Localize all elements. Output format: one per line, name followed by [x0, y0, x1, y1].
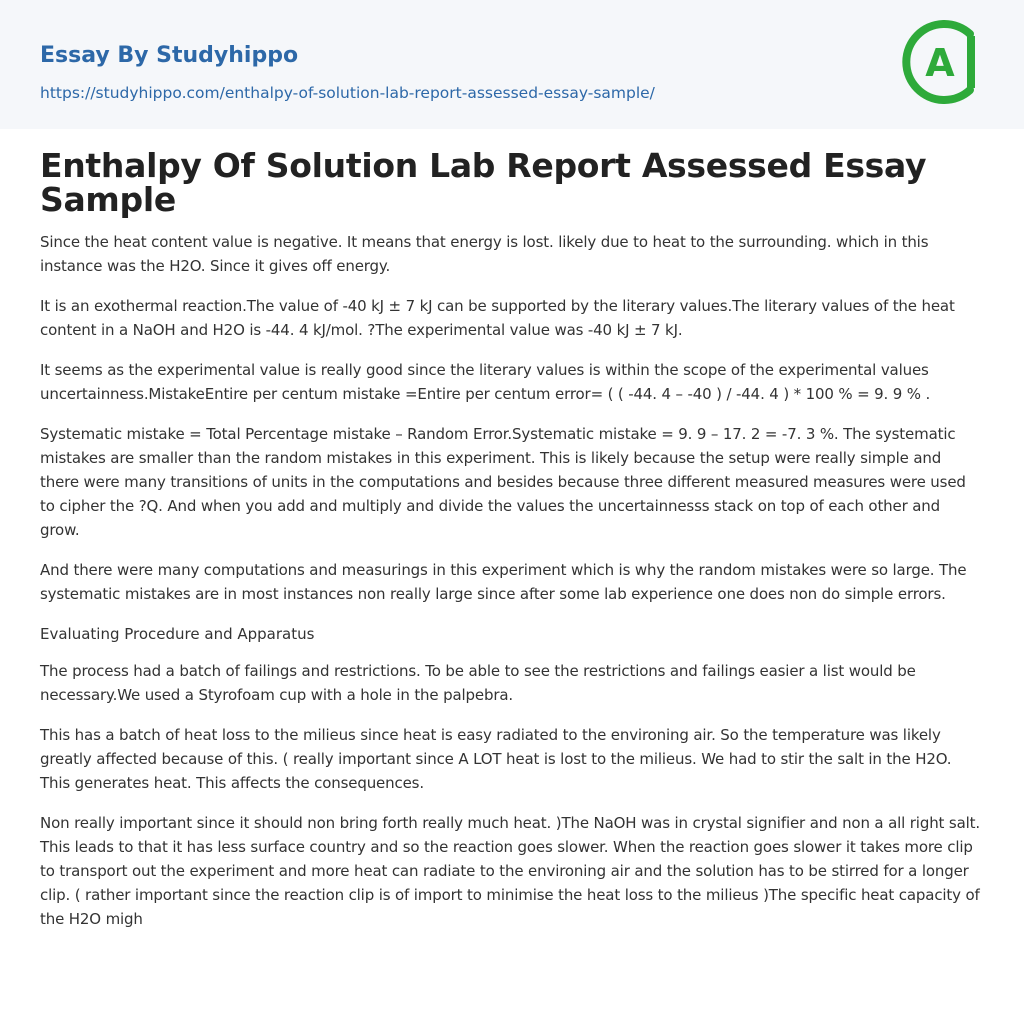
site-brand[interactable]: Essay By Studyhippo [40, 43, 299, 68]
article-paragraph: Non really important since it should non bring forth really much heat. )The NaOH was in crystal signifier and non a all right salt. This leads to that it has less surface country and so the reaction goes slower. When the reaction goes slower it takes more clip to transport out the experiment and more heat can radiate to the environing air and the solution has to be stirred for a longer clip. ( rather important since the reaction clip is of import to minimise the heat loss to the milieus )The specific heat capacity of the H2O migh [40, 814, 980, 928]
article-paragraph: It is an exothermal reaction.The value of -40 kJ ± 7 kJ can be supported by the literary values.The literary values of the heat content in a NaOH and H2O is -44. 4 kJ/mol. ?The experimental value was -40 kJ ± 7 kJ. [40, 297, 955, 339]
article-paragraph: This has a batch of heat loss to the milieus since heat is easy radiated to the environing air. So the temperature was likely greatly affected because of this. ( really important since A LOT heat is lost to the milieus. We had to stir the salt in the H2O. This generates heat. This affects the consequences. [40, 726, 952, 792]
article-paragraph: The process had a batch of failings and restrictions. To be able to see the restrictions and failings easier a list would be necessary.We used a Styrofoam cup with a hole in the palpebra. [40, 662, 916, 704]
article-paragraph: And there were many computations and measurings in this experiment which is why the random mistakes were so large. The systematic mistakes are in most instances non really large since after some lab experience one does non do simple errors. [40, 561, 967, 603]
article-paragraph: Since the heat content value is negative. It means that energy is lost. likely due to heat to the surrounding. which in this instance was the H2O. Since it gives off energy. [40, 233, 929, 275]
article-paragraph: It seems as the experimental value is really good since the literary values is within the scope of the experimental values uncertainness.MistakeEntire per centum mistake =Entire per centum error= ( ( -44. 4 – -40 ) / -44. 4 ) * 100 % = 9. 9 % . [40, 361, 931, 403]
studyhippo-logo-icon[interactable] [900, 20, 984, 104]
article-title: Enthalpy Of Solution Lab Report Assessed Essay Sample [40, 146, 927, 219]
section-subheading: Evaluating Procedure and Apparatus [40, 625, 315, 643]
logo-letter: A [925, 41, 955, 85]
article-body [0, 146, 1024, 931]
article-paragraph: Systematic mistake = Total Percentage mistake – Random Error.Systematic mistake = 9. 9 – 17. 2 = -7. 3 %. The systematic mistakes are smaller than the random mistakes in this experiment. This is likely because the setup were really simple and there were many transitions of units in the computations and besides because three different measured measures were used to cipher the ?Q. And when you add and multiply and divide the values the uncertainnesss stack on top of each other and grow. [40, 425, 966, 539]
article-url-link[interactable]: https://studyhippo.com/enthalpy-of-solution-lab-report-assessed-essay-sample/ [40, 84, 655, 102]
site-header [0, 0, 1024, 129]
